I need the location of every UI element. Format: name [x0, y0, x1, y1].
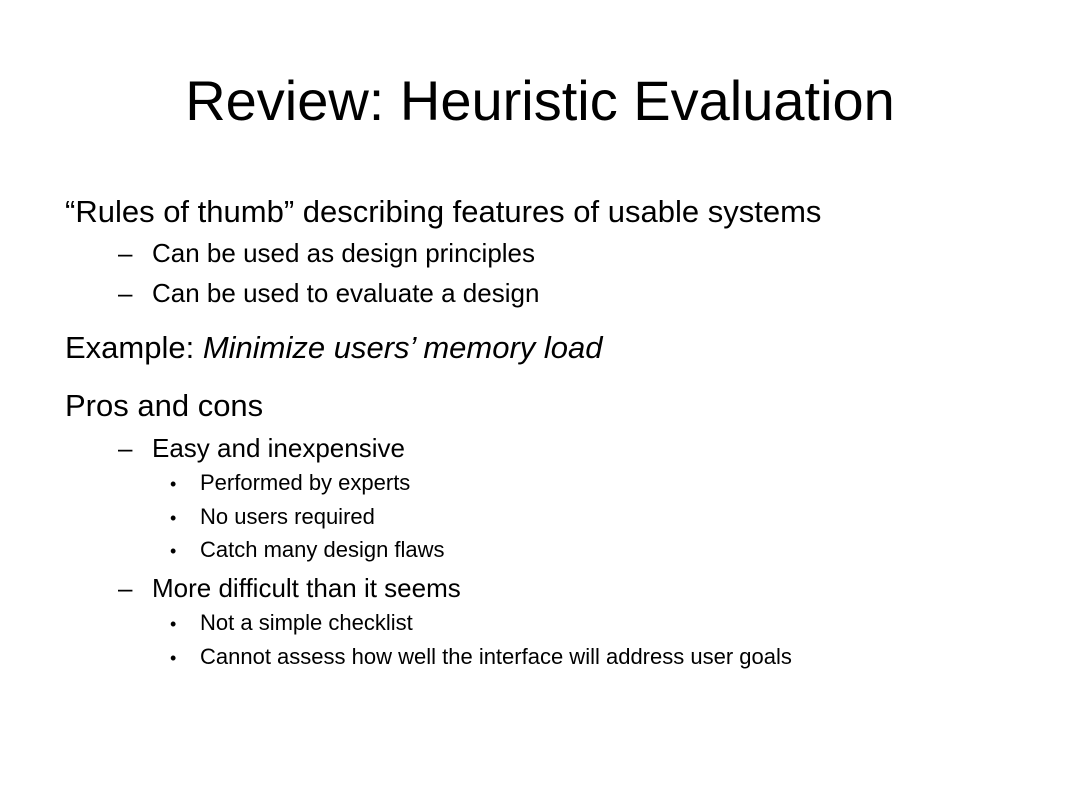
detail-bullet [170, 643, 792, 672]
sub-bullet-label: Easy and inexpensive [152, 433, 405, 463]
example-emphasis: Minimize users’ memory load [202, 330, 603, 365]
dash-marker: – [118, 278, 133, 308]
bullet-marker: • [170, 474, 177, 494]
detail-bullet [170, 536, 445, 565]
detail-bullet-label: Cannot assess how well the interface will address user goals [200, 644, 792, 669]
detail-bullet-label: No users required [200, 504, 375, 529]
dash-marker: – [118, 433, 133, 463]
detail-bullet [170, 469, 410, 498]
sub-bullet-label: Can be used to evaluate a design [152, 278, 540, 308]
detail-bullet-label: Catch many design flaws [200, 537, 445, 562]
detail-bullet [170, 609, 413, 638]
bullet-marker: • [170, 614, 177, 634]
detail-bullet-label: Not a simple checklist [200, 610, 413, 635]
slide-title: Review: Heuristic Evaluation [185, 69, 895, 132]
sub-bullet-label: Can be used as design principles [152, 238, 536, 268]
sub-bullet-more-difficult [118, 571, 461, 605]
bullet-marker: • [170, 541, 177, 561]
dash-marker: – [118, 238, 133, 268]
dash-marker: – [118, 573, 133, 603]
detail-bullet-label: Performed by experts [200, 470, 411, 495]
bullet-example [65, 328, 603, 368]
detail-bullet [170, 503, 375, 532]
bullet-rules-of-thumb: “Rules of thumb” describing features of usable systems [65, 194, 822, 229]
bullet-pros-and-cons: Pros and cons [65, 388, 264, 423]
example-prefix: Example: [65, 330, 203, 365]
bullet-marker: • [170, 648, 177, 668]
sub-bullet-label: More difficult than it seems [152, 573, 461, 603]
sub-bullet-design-principles [118, 236, 535, 270]
sub-bullet-easy-inexpensive [118, 431, 405, 465]
sub-bullet-evaluate-design [118, 276, 539, 310]
bullet-marker: • [170, 508, 177, 528]
